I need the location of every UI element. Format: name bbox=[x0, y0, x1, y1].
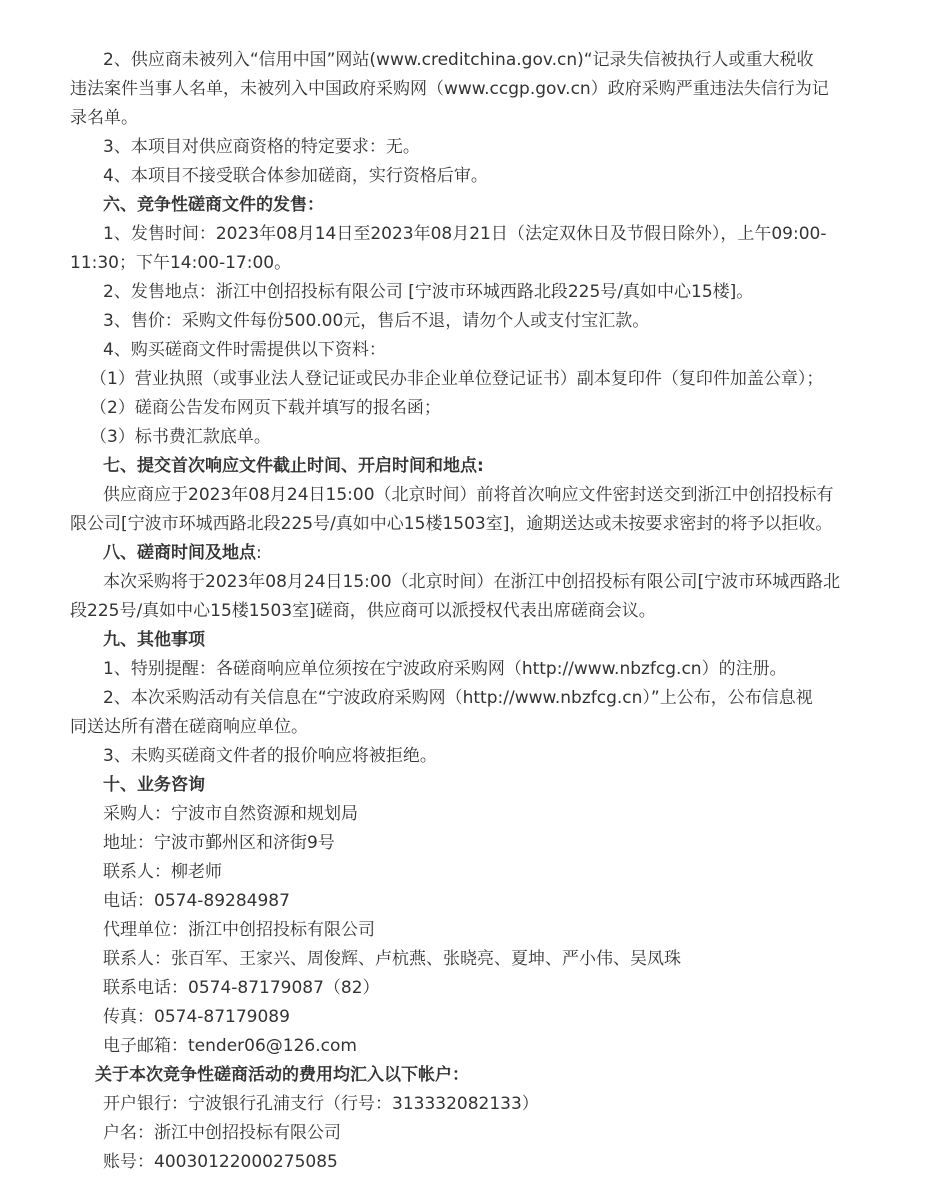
paragraph-line: 段225号/真如中心15楼1503室]磋商，供应商可以派授权代表出席磋商会议。 bbox=[70, 601, 656, 621]
paragraph-line: 本次采购将于2023年08月24日15:00（北京时间）在浙江中创招投标有限公司[宁波市环城西路北 bbox=[103, 572, 841, 592]
list-item: （1）营业执照（或事业法人登记证或民办非企业单位登记证书）副本复印件（复印件加盖公章）； bbox=[90, 369, 824, 389]
list-item: （2）磋商公告发布网页下载并填写的报名函； bbox=[90, 398, 441, 418]
paragraph-line: 3、本项目对供应商资格的特定要求：无。 bbox=[103, 137, 420, 157]
contact-line: 地址：宁波市鄞州区和济街9号 bbox=[103, 833, 335, 853]
paragraph-line: 录名单。 bbox=[70, 108, 138, 128]
paragraph-line: 3、未购买磋商文件者的报价响应将被拒绝。 bbox=[103, 746, 437, 766]
paragraph-line: 同送达所有潜在磋商响应单位。 bbox=[70, 717, 308, 737]
paragraph-line: 1、特别提醒：各磋商响应单位须按在宁波政府采购网（http://www.nbzfcg.cn）的注册。 bbox=[103, 659, 787, 679]
section-heading: 六、竞争性磋商文件的发售： bbox=[103, 195, 324, 215]
section-heading: 八、磋商时间及地点 bbox=[103, 543, 256, 563]
paragraph-line: 4、购买磋商文件时需提供以下资料： bbox=[103, 340, 386, 360]
section-heading: 关于本次竞争性磋商活动的费用均汇入以下帐户： bbox=[95, 1065, 469, 1085]
account-line: 开户银行：宁波银行孔浦支行（行号：313332082133） bbox=[103, 1094, 539, 1114]
paragraph-line: 2、本次采购活动有关信息在“宁波政府采购网（http://www.nbzfcg.cn）”上公布，公布信息视 bbox=[103, 688, 813, 708]
contact-line: 电子邮箱：tender06@126.com bbox=[103, 1036, 357, 1056]
paragraph-line: 4、本项目不接受联合体参加磋商，实行资格后审。 bbox=[103, 166, 488, 186]
section-heading: 十、业务咨询 bbox=[103, 775, 205, 795]
paragraph-line: 限公司[宁波市环城西路北段225号/真如中心15楼1503室]，逾期送达或未按要求密封的将予以拒收。 bbox=[70, 514, 833, 534]
account-line: 户名：浙江中创招投标有限公司 bbox=[103, 1123, 341, 1143]
paragraph-line: 3、售价：采购文件每份500.00元，售后不退，请勿个人或支付宝汇款。 bbox=[103, 311, 650, 331]
contact-line: 电话：0574-89284987 bbox=[103, 891, 290, 911]
section-heading: 七、提交首次响应文件截止时间、开启时间和地点: bbox=[103, 456, 484, 476]
contact-line: 采购人：宁波市自然资源和规划局 bbox=[103, 804, 358, 824]
paragraph-line: 违法案件当事人名单，未被列入中国政府采购网（www.ccgp.gov.cn）政府采购严重违法失信行为记 bbox=[70, 79, 829, 99]
paragraph-line: 2、发售地点：浙江中创招投标有限公司 [宁波市环城西路北段225号/真如中心15楼]。 bbox=[103, 282, 754, 302]
paragraph-line: 11:30；下午14:00-17:00。 bbox=[70, 253, 292, 273]
paragraph-line: 2、供应商未被列入“信用中国”网站(www.creditchina.gov.cn)“记录失信被执行人或重大税收 bbox=[103, 50, 814, 70]
contact-line: 传真：0574-87179089 bbox=[103, 1007, 290, 1027]
contact-line: 联系人：张百军、王家兴、周俊辉、卢杭燕、张晓亮、夏坤、严小伟、吴凤珠 bbox=[103, 949, 681, 969]
account-line: 账号：40030122000275085 bbox=[103, 1152, 338, 1172]
contact-line: 代理单位：浙江中创招投标有限公司 bbox=[103, 920, 375, 940]
paragraph-line: 1、发售时间：2023年08月14日至2023年08月21日（法定双休日及节假日除外），上午09:00- bbox=[103, 224, 827, 244]
contact-line: 联系人：柳老师 bbox=[103, 862, 222, 882]
paragraph-line: 供应商应于2023年08月24日15:00（北京时间）前将首次响应文件密封送交到浙江中创招投标有 bbox=[103, 485, 834, 505]
section-heading: 九、其他事项 bbox=[103, 630, 205, 650]
section-heading-row bbox=[70, 539, 933, 568]
list-item: （3）标书费汇款底单。 bbox=[90, 427, 271, 447]
heading-colon: : bbox=[256, 543, 262, 563]
contact-line: 联系电话：0574-87179087（82） bbox=[103, 978, 380, 998]
